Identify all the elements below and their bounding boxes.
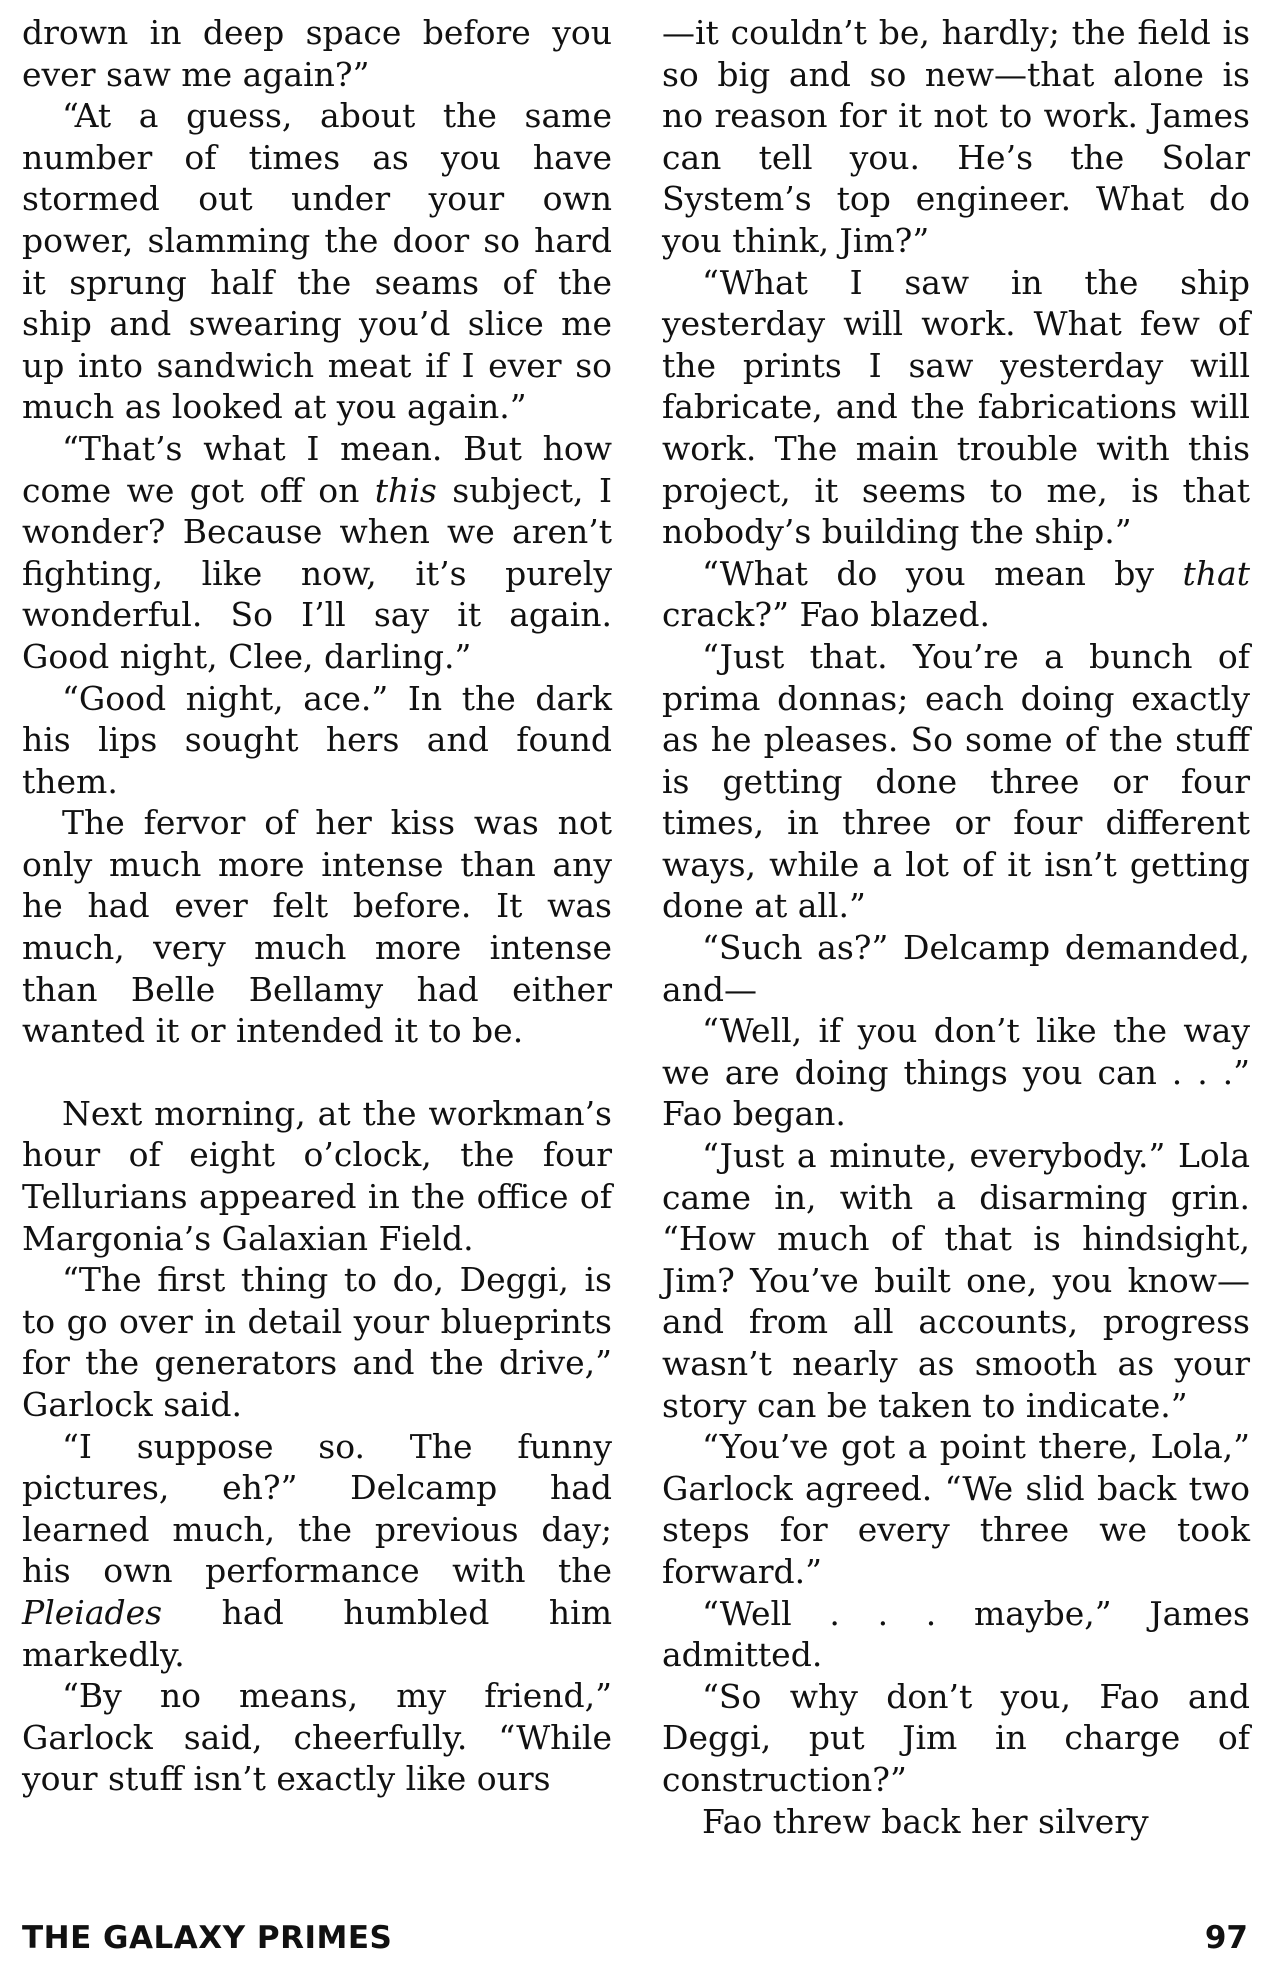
paragraph: “The first thing to do, Deggi, is to go over in detail your blueprints for the generators and the drive,” Garlock said. (22, 1260, 612, 1424)
paragraph: Next morning, at the workman’s hour of eight o’clock, the four Tellurians appeared in the office of Margonia’s Galaxian Field. (22, 1093, 612, 1258)
paragraph: “Just a minute, everybody.” Lola came in, with a disarming grin. “How much of that is hindsight, Jim? You’ve built one, you know—and from all accounts, progress wasn’t nearly as smooth as your story can be taken to indicate.” (662, 1136, 1250, 1425)
paragraph: “Well . . . maybe,” James admitted. (662, 1593, 1250, 1675)
paragraph: “What do you mean by that crack?” Fao blazed. (662, 553, 1250, 635)
paragraph: —it couldn’t be, hardly; the field is so big and so new—that alone is no reason for it not to work. James can tell you. He’s the Solar System’s top engineer. What do you think, Jim?” (662, 13, 1250, 260)
emphasis: Pleiades (22, 1592, 163, 1632)
paragraph: “Just that. You’re a bunch of prima donnas; each doing exactly as he pleases. So some of the stuff is getting done three or four times, in three or four different ways, while a lot of it isn’t getting done at all.” (662, 636, 1250, 926)
running-title: THE GALAXY PRIMES (22, 1920, 393, 1956)
left-column (22, 12, 612, 1800)
paragraph: “At a guess, about the same number of times as you have stormed out under your own power, slamming the door so hard it sprung half the seams of the ship and swearing you’d slice me up into sandwich meat if I ever so much as looked at you again.” (22, 96, 612, 427)
paragraph: “Good night, ace.” In the dark his lips sought hers and found them. (22, 678, 612, 801)
paragraph: “What I saw in the ship yesterday will work. What few of the prints I saw yesterday will fabricate, and the fabrications will work. The main trouble with this project, it seems to me, is that nobody’s building the ship.” (662, 262, 1250, 552)
paragraph: The fervor of her kiss was not only much more intense than any he had ever felt before. It was much, very much more intense than Belle Bellamy had either wanted it or intended it to be. (22, 803, 612, 1051)
paragraph: “Such as?” Delcamp demanded, and— (662, 928, 1250, 1009)
paragraph: drown in deep space before you ever saw me again?” (22, 13, 612, 94)
right-column (662, 12, 1250, 1842)
paragraph: “I suppose so. The funny pictures, eh?” Delcamp had learned much, the previous day; his own performance with the Pleiades had humbled him markedly. (22, 1426, 612, 1674)
emphasis: that (1182, 553, 1250, 593)
emphasis: this (374, 470, 437, 510)
paragraph: “So why don’t you, Fao and Deggi, put Jim in charge of construction?” (662, 1676, 1250, 1799)
paragraph: “By no means, my friend,” Garlock said, cheerfully. “While your stuff isn’t exactly like ours (22, 1676, 612, 1799)
page-number: 97 (1204, 1920, 1248, 1956)
paragraph: “Well, if you don’t like the way we are doing things you can . . .” Fao began. (662, 1011, 1250, 1134)
paragraph: “That’s what I mean. But how come we got off on this subject, I wonder? Because when we aren’t fighting, like now, it’s purely wonderful. So I’ll say it again. Good night, Clee, darling.” (22, 428, 612, 676)
paragraph: “You’ve got a point there, Lola,” Garlock agreed. “We slid back two steps for every three we took forward.” (662, 1427, 1250, 1591)
paragraph: Fao threw back her silvery (702, 1801, 1149, 1841)
